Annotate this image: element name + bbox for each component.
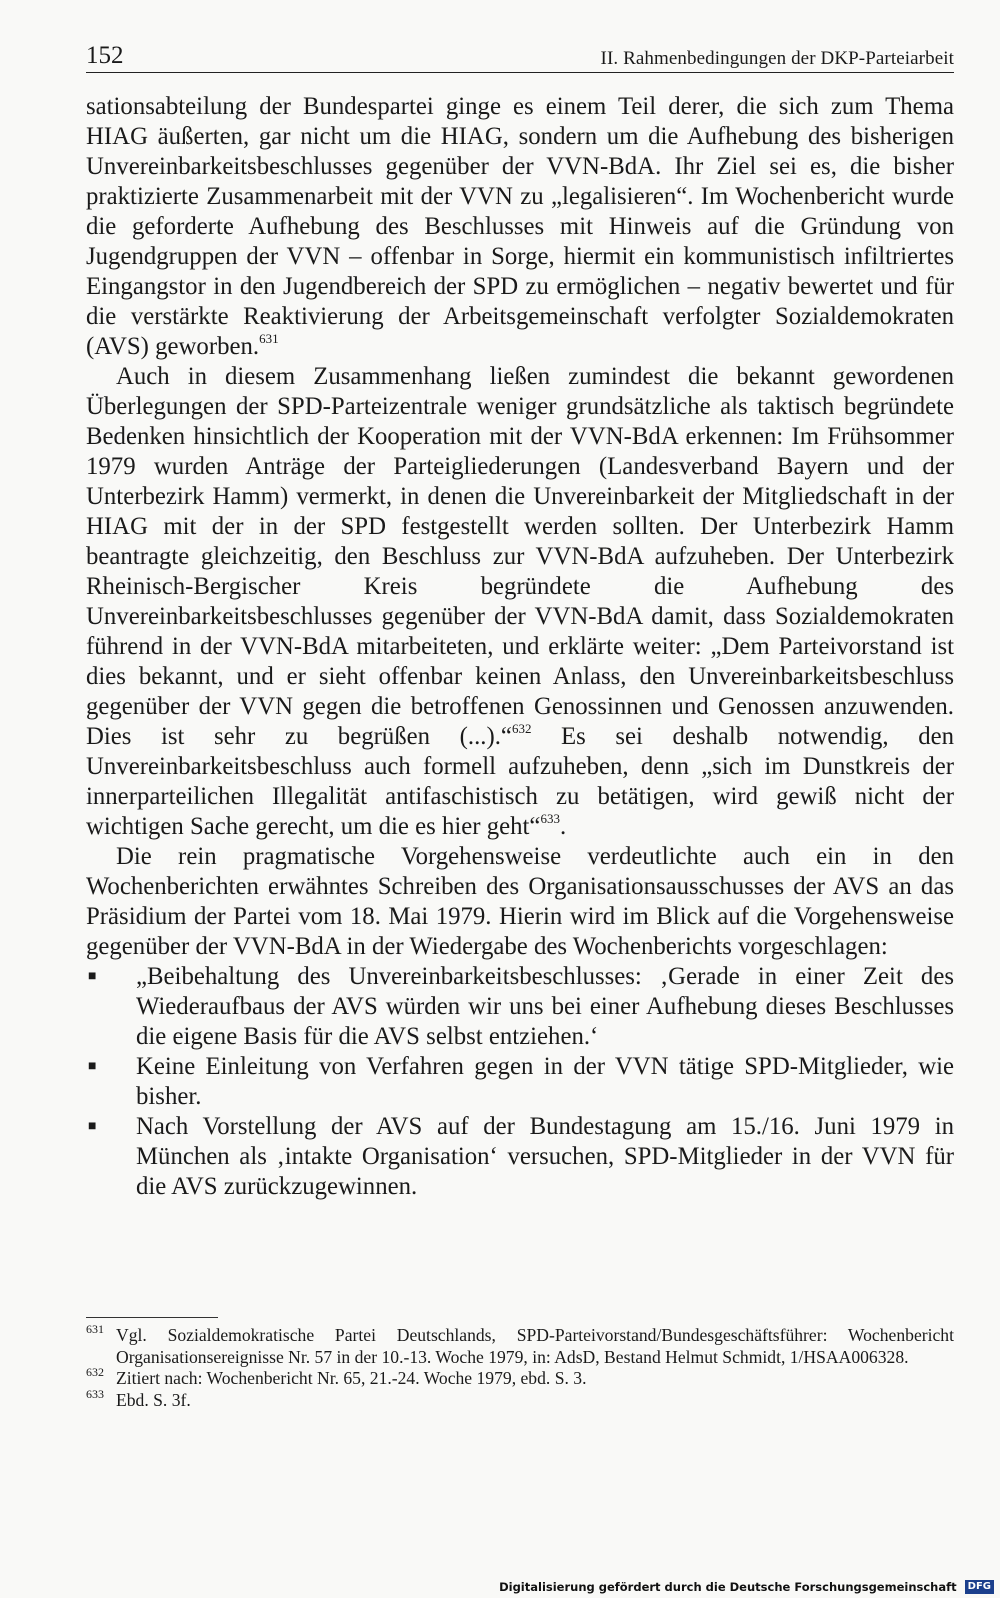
- list-item-text: „Beibehaltung des Unvereinbarkeitsbeschlusses: ‚Gerade in einer Zeit des Wiederaufbaus der AVS würden wir uns bei einer Aufhebung dieses Beschlusses die eigene Basis für die AVS selbst entziehen.‘: [136, 963, 954, 1050]
- list-item: [86, 1052, 954, 1112]
- footnote-number: 632: [86, 1365, 104, 1380]
- digitization-note: Digitalisierung gefördert durch die Deutsche Forschungsgemeinschaft: [499, 1579, 957, 1594]
- bullet-icon: ■: [88, 1119, 97, 1134]
- paragraph-text: Auch in diesem Zusammenhang ließen zumindest die bekannt gewordenen Überlegungen der SPD-Parteizentrale weniger grundsätzliche als taktisch begründete Bedenken hinsichtlich der Kooperation mit der VVN-BdA erkennen: Im Frühsommer 1979 wurden Anträge der Parteigliederungen (Landesverband Bayern und der Unterbezirk Hamm) vermerkt, in denen die Unvereinbarkeit der Mitgliedschaft in der HIAG mit der in der SPD festgestellt werden sollten. Der Unterbezirk Hamm beantragte gleichzeitig, den Beschluss zur VVN-BdA aufzuheben. Der Unterbezirk Rheinisch-Bergischer Kreis begründete die Aufhebung des Unvereinbarkeitsbeschlusses gegenüber der VVN-BdA damit, dass Sozialdemokraten führend in der VVN-BdA mitarbeiteten, und erklärte weiter: „Dem Parteivorstand ist dies bekannt, und er sieht offenbar keinen Anlass, den Unvereinbarkeitsbeschluss gegenüber der VVN gegen die betroffenen Genossinnen und Genossen anzuwenden. Dies ist sehr zu begrüßen (...).“: [86, 363, 954, 750]
- paragraph-text: .: [559, 813, 567, 840]
- footnote-number: 631: [86, 1322, 104, 1336]
- footnote-number: 633: [86, 1386, 104, 1401]
- footnote: [86, 1322, 954, 1368]
- paragraph-text: sationsabteilung der Bundespartei ginge es einem Teil derer, die sich zum Thema HIAG äußerten, gar nicht um die HIAG, sondern um die Aufhebung des bisherigen Unvereinbarkeitsbeschlusses gegenüber der VVN-BdA. Ihr Ziel sei es, die bisher praktizierte Zusammenarbeit mit der VVN zu „legalisieren“. Im Wochenbericht wurde die geforderte Aufhebung des Beschlusses mit Hinweis auf die Gründung von Jugendgruppen der VVN – offenbar in Sorge, hiermit ein kommunistisch infiltriertes Eingangstor in den Jugendbereich der SPD zu ermöglichen – negativ bewertet und für die verstärkte Reaktivierung der Arbeitsgemeinschaft verfolgter Sozialdemokraten (AVS) geworben.: [86, 93, 954, 360]
- list-item: [86, 962, 954, 1052]
- footnotes: [86, 1322, 954, 1411]
- list-item-text: Nach Vorstellung der AVS auf der Bundestagung am 15./16. Juni 1979 in München als ‚intakte Organisation‘ versuchen, SPD-Mitglieder in der VVN für die AVS zurückzugewinnen.: [136, 1113, 954, 1200]
- bullet-icon: ■: [88, 969, 97, 984]
- paragraph-text: Die rein pragmatische Vorgehensweise verdeutlichte auch ein in den Wochenberichten erwähntes Schreiben des Organisationsausschusses der AVS an das Präsidium der Partei vom 18. Mai 1979. Hierin wird im Blick auf die Vorgehensweise gegenüber der VVN-BdA in der Wiedergabe des Wochenberichts vorgeschlagen:: [86, 843, 954, 960]
- bullet-list: [86, 962, 954, 1202]
- running-title: II. Rahmenbedingungen der DKP-Parteiarbeit: [600, 48, 954, 69]
- body-text: [86, 92, 954, 1202]
- list-item: [86, 1112, 954, 1202]
- paragraph: [86, 842, 954, 962]
- footnote-ref: 632: [511, 721, 532, 736]
- footnote-text: Ebd. S. 3f.: [116, 1389, 191, 1410]
- digitization-footer: [499, 1580, 994, 1595]
- footnote-ref: 633: [540, 811, 560, 826]
- footnote: [86, 1365, 954, 1390]
- list-item-text: Keine Einleitung von Verfahren gegen in der VVN tätige SPD-Mitglieder, wie bisher.: [136, 1053, 954, 1110]
- paragraph: [86, 362, 954, 842]
- footnote-divider: [86, 1317, 218, 1318]
- footnote-text: Vgl. Sozialdemokratische Partei Deutschlands, SPD-Parteivorstand/Bundesgeschäftsführer: Wochenbericht Organisationsereignisse Nr. 57 in der 10.-13. Woche 1979, in: AdsD, Bestand Helmut Schmidt, 1/HSAA006328.: [116, 1325, 954, 1367]
- dfg-logo: DFG: [965, 1580, 994, 1594]
- footnote-text: Zitiert nach: Wochenbericht Nr. 65, 21.-24. Woche 1979, ebd. S. 3.: [116, 1368, 587, 1389]
- paragraph: [86, 92, 954, 362]
- paragraph-text: Es sei deshalb notwendig, den Unvereinbarkeitsbeschluss auch formell aufzuheben, denn „sich im Dunstkreis der innerparteilichen Illegalität antifaschistisch zu betätigen, wird gewiß nicht der wichtigen Sache gerecht, um die es hier geht“: [86, 723, 954, 840]
- page-number: 152: [86, 42, 124, 69]
- footnote: [86, 1386, 954, 1412]
- page-header: [86, 40, 954, 73]
- bullet-icon: ■: [88, 1059, 97, 1074]
- footnote-ref: 631: [259, 331, 279, 346]
